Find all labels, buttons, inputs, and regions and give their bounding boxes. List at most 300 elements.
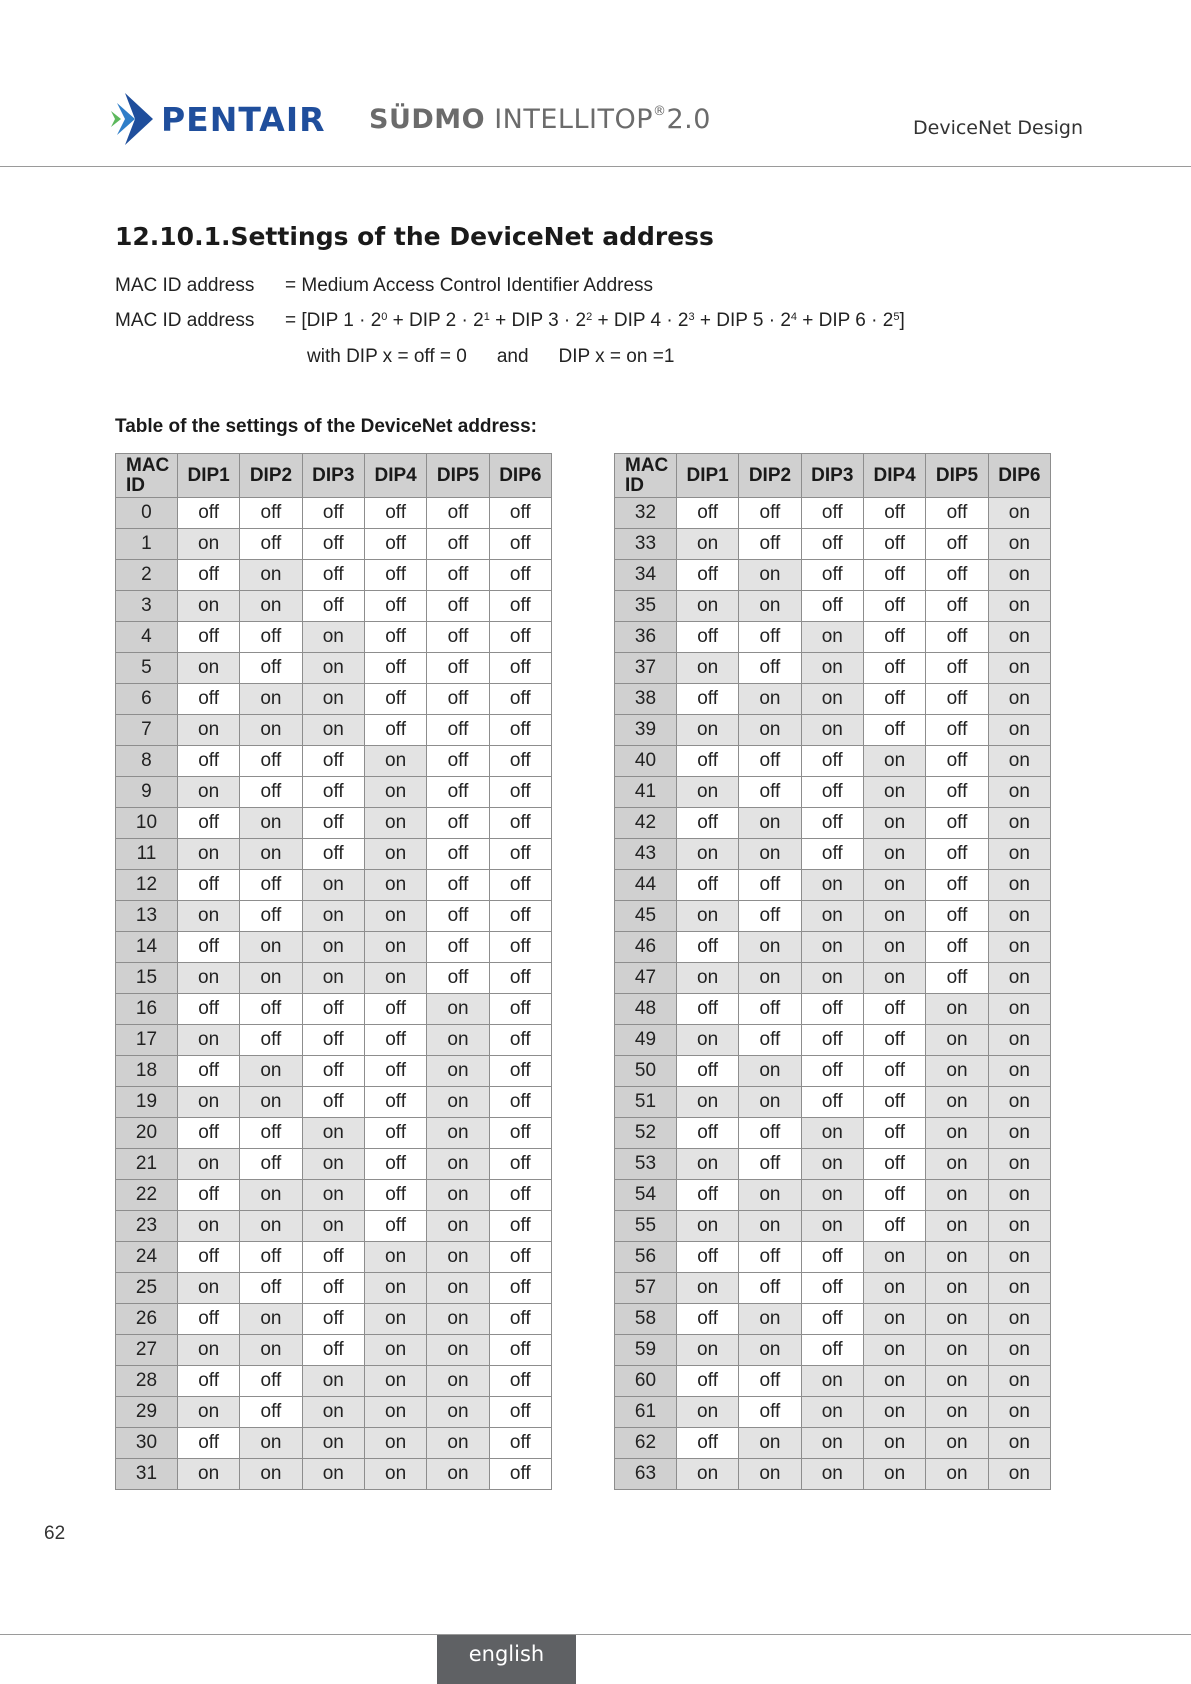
dip-state-cell: off — [427, 591, 489, 622]
table-row — [615, 777, 1051, 808]
dip-state-cell: on — [988, 715, 1050, 746]
dip-state-cell: on — [863, 1304, 925, 1335]
mac-id-cell: 20 — [116, 1118, 178, 1149]
dip-state-cell: off — [489, 1366, 551, 1397]
mac-id-cell: 17 — [116, 1025, 178, 1056]
dip-state-cell: on — [863, 1397, 925, 1428]
dip-state-cell: on — [988, 1025, 1050, 1056]
table-row — [116, 653, 552, 684]
dip-state-cell: off — [240, 994, 302, 1025]
table-row — [615, 870, 1051, 901]
dip-state-cell: off — [364, 622, 426, 653]
formula-exponent: 2 — [586, 311, 593, 323]
table-row — [116, 529, 552, 560]
dip-state-cell: off — [427, 529, 489, 560]
dip-state-cell: on — [676, 1459, 738, 1490]
definition-key: MAC ID address — [115, 275, 255, 296]
header-dip4: DIP4 — [364, 454, 426, 498]
dip-state-cell: off — [489, 529, 551, 560]
dip-state-cell: on — [988, 1428, 1050, 1459]
dip-state-cell: off — [177, 1242, 239, 1273]
table-row — [116, 622, 552, 653]
dip-state-cell: on — [177, 777, 239, 808]
header-mac-id: MAC ID — [116, 454, 178, 498]
dip-state-cell: on — [364, 870, 426, 901]
mac-id-cell: 44 — [615, 870, 677, 901]
dip-state-cell: off — [926, 746, 988, 777]
table-row — [116, 1273, 552, 1304]
dip-state-cell: on — [801, 684, 863, 715]
dip-state-cell: off — [801, 1304, 863, 1335]
mac-id-cell: 25 — [116, 1273, 178, 1304]
dip-state-cell: off — [926, 901, 988, 932]
dip-state-cell: on — [302, 1211, 364, 1242]
dip-condition — [307, 346, 704, 368]
dip-state-cell: on — [988, 1087, 1050, 1118]
product-version: 2.0 — [666, 104, 711, 135]
table-row — [116, 1056, 552, 1087]
mac-id-cell: 8 — [116, 746, 178, 777]
dip-state-cell: off — [364, 1056, 426, 1087]
mac-id-cell: 11 — [116, 839, 178, 870]
dip-state-cell: on — [302, 1366, 364, 1397]
dip-state-cell: off — [739, 1118, 801, 1149]
dip-state-cell: off — [801, 1056, 863, 1087]
header-dip3: DIP3 — [302, 454, 364, 498]
mac-id-cell: 55 — [615, 1211, 677, 1242]
dip-state-cell: off — [489, 1304, 551, 1335]
table-row — [116, 591, 552, 622]
dip-state-cell: on — [863, 1459, 925, 1490]
dip-state-cell: off — [240, 777, 302, 808]
dip-state-cell: off — [177, 1428, 239, 1459]
dip-state-cell: off — [240, 870, 302, 901]
dip-state-cell: on — [676, 715, 738, 746]
mac-id-cell: 54 — [615, 1180, 677, 1211]
table-row — [116, 1428, 552, 1459]
dip-state-cell: off — [676, 870, 738, 901]
table-row — [615, 1459, 1051, 1490]
dip-state-cell: on — [988, 1211, 1050, 1242]
dip-state-cell: on — [302, 932, 364, 963]
dip-state-cell: off — [489, 591, 551, 622]
dip-state-cell: on — [926, 1056, 988, 1087]
dip-state-cell: off — [427, 808, 489, 839]
mac-id-cell: 30 — [116, 1428, 178, 1459]
mac-id-cell: 31 — [116, 1459, 178, 1490]
mac-id-cell: 58 — [615, 1304, 677, 1335]
dip-state-cell: off — [364, 1149, 426, 1180]
dip-state-cell: on — [302, 1397, 364, 1428]
dip-state-cell: off — [739, 1397, 801, 1428]
dip-state-cell: on — [988, 1056, 1050, 1087]
dip-state-cell: off — [863, 1211, 925, 1242]
dip-state-cell: on — [364, 808, 426, 839]
dip-state-cell: on — [801, 1180, 863, 1211]
dip-state-cell: on — [364, 1304, 426, 1335]
dip-state-cell: on — [364, 1335, 426, 1366]
dip-state-cell: on — [988, 746, 1050, 777]
dip-state-cell: on — [240, 963, 302, 994]
dip-state-cell: off — [739, 777, 801, 808]
dip-state-cell: on — [302, 963, 364, 994]
dip-state-cell: on — [302, 901, 364, 932]
dip-table-left — [115, 453, 552, 1490]
mac-id-cell: 40 — [615, 746, 677, 777]
dip-state-cell: off — [489, 715, 551, 746]
dip-state-cell: off — [739, 1273, 801, 1304]
dip-state-cell: on — [988, 653, 1050, 684]
mac-id-cell: 9 — [116, 777, 178, 808]
table-row — [615, 746, 1051, 777]
dip-state-cell: on — [676, 1335, 738, 1366]
dip-state-cell: on — [427, 1180, 489, 1211]
dip-state-cell: off — [364, 715, 426, 746]
dip-state-cell: off — [676, 1118, 738, 1149]
dip-state-cell: on — [739, 560, 801, 591]
formula-term: + DIP 6 · 2 — [797, 310, 894, 331]
dip-state-cell: on — [988, 560, 1050, 591]
table-row — [615, 1304, 1051, 1335]
dip-state-cell: off — [926, 715, 988, 746]
dip-state-cell: on — [801, 715, 863, 746]
table-row — [615, 963, 1051, 994]
dip-state-cell: off — [489, 746, 551, 777]
dip-state-cell: off — [302, 529, 364, 560]
mac-id-cell: 36 — [615, 622, 677, 653]
table-row — [116, 1211, 552, 1242]
mac-id-cell: 62 — [615, 1428, 677, 1459]
dip-state-cell: off — [364, 529, 426, 560]
dip-state-cell: on — [177, 1149, 239, 1180]
dip-state-cell: on — [739, 1304, 801, 1335]
dip-state-cell: on — [427, 1273, 489, 1304]
dip-state-cell: off — [364, 498, 426, 529]
dip-state-cell: off — [489, 653, 551, 684]
dip-state-cell: on — [364, 1273, 426, 1304]
dip-state-cell: off — [177, 808, 239, 839]
formula-exponent: 3 — [688, 311, 695, 323]
dip-state-cell: on — [739, 1428, 801, 1459]
dip-state-cell: off — [926, 529, 988, 560]
dip-state-cell: off — [801, 560, 863, 591]
dip-state-cell: on — [801, 622, 863, 653]
dip-state-cell: on — [988, 963, 1050, 994]
dip-state-cell: off — [801, 839, 863, 870]
dip-state-cell: on — [801, 932, 863, 963]
dip-state-cell: on — [427, 1397, 489, 1428]
table-row — [615, 808, 1051, 839]
dip-state-cell: on — [302, 1118, 364, 1149]
formula-exponent: 5 — [893, 311, 900, 323]
dip-state-cell: on — [988, 622, 1050, 653]
table-row — [116, 808, 552, 839]
dip-state-cell: on — [739, 808, 801, 839]
dip-state-cell: on — [676, 1211, 738, 1242]
dip-state-cell: off — [926, 498, 988, 529]
mac-id-cell: 61 — [615, 1397, 677, 1428]
dip-state-cell: on — [801, 901, 863, 932]
dip-state-cell: on — [302, 622, 364, 653]
table-row — [116, 1180, 552, 1211]
formula-exponent: 1 — [483, 311, 490, 323]
formula-term: + DIP 3 · 2 — [489, 310, 587, 331]
dip-state-cell: off — [427, 870, 489, 901]
table-header-row — [116, 454, 552, 498]
mac-id-cell: 27 — [116, 1335, 178, 1366]
table-row — [615, 529, 1051, 560]
dip-state-cell: off — [427, 901, 489, 932]
table-row — [116, 1025, 552, 1056]
dip-state-cell: on — [863, 1242, 925, 1273]
dip-state-cell: on — [427, 1304, 489, 1335]
mac-id-cell: 63 — [615, 1459, 677, 1490]
dip-state-cell: on — [364, 1459, 426, 1490]
dip-state-cell: on — [926, 1273, 988, 1304]
table-row — [615, 1366, 1051, 1397]
dip-state-cell: off — [926, 870, 988, 901]
dip-state-cell: off — [489, 901, 551, 932]
dip-state-cell: on — [926, 1118, 988, 1149]
dip-state-cell: on — [302, 870, 364, 901]
dip-state-cell: off — [739, 1242, 801, 1273]
header-dip5: DIP5 — [926, 454, 988, 498]
dip-state-cell: on — [926, 1428, 988, 1459]
mac-id-cell: 22 — [116, 1180, 178, 1211]
dip-state-cell: on — [988, 777, 1050, 808]
table-row — [116, 901, 552, 932]
mac-id-cell: 51 — [615, 1087, 677, 1118]
dip-state-cell: on — [988, 1273, 1050, 1304]
pentair-arrow-icon — [111, 93, 153, 145]
dip-state-cell: on — [177, 1459, 239, 1490]
dip-state-cell: on — [240, 1304, 302, 1335]
table-row — [615, 1428, 1051, 1459]
dip-state-cell: on — [988, 1180, 1050, 1211]
dip-state-cell: off — [427, 684, 489, 715]
dip-state-cell: off — [676, 1180, 738, 1211]
dip-state-cell: on — [364, 963, 426, 994]
dip-state-cell: on — [427, 1118, 489, 1149]
dip-state-cell: on — [427, 1242, 489, 1273]
dip-state-cell: on — [302, 1180, 364, 1211]
dip-state-cell: on — [926, 1366, 988, 1397]
dip-state-cell: on — [427, 1056, 489, 1087]
table-row — [615, 1056, 1051, 1087]
table-row — [615, 839, 1051, 870]
dip-state-cell: on — [427, 1087, 489, 1118]
table-row — [615, 653, 1051, 684]
dip-state-cell: on — [926, 1397, 988, 1428]
dip-state-cell: off — [364, 653, 426, 684]
dip-state-cell: on — [926, 1025, 988, 1056]
table-row — [615, 1087, 1051, 1118]
dip-state-cell: off — [739, 1149, 801, 1180]
dip-state-cell: on — [364, 839, 426, 870]
dip-state-cell: off — [676, 1428, 738, 1459]
mac-id-cell: 26 — [116, 1304, 178, 1335]
dip-state-cell: off — [863, 715, 925, 746]
dip-state-cell: on — [801, 963, 863, 994]
dip-state-cell: off — [177, 932, 239, 963]
dip-state-cell: on — [739, 1335, 801, 1366]
dip-state-cell: on — [739, 591, 801, 622]
mac-id-cell: 10 — [116, 808, 178, 839]
dip-state-cell: off — [489, 622, 551, 653]
dip-state-cell: on — [177, 653, 239, 684]
mac-id-cell: 28 — [116, 1366, 178, 1397]
dip-state-cell: on — [926, 1335, 988, 1366]
table-row — [116, 746, 552, 777]
header-dip1: DIP1 — [177, 454, 239, 498]
table-row — [116, 498, 552, 529]
dip-state-cell: off — [302, 1242, 364, 1273]
dip-state-cell: on — [926, 1087, 988, 1118]
dip-state-cell: on — [240, 684, 302, 715]
dip-state-cell: off — [177, 870, 239, 901]
mac-id-cell: 3 — [116, 591, 178, 622]
dip-state-cell: on — [988, 1335, 1050, 1366]
dip-state-cell: on — [364, 901, 426, 932]
dip-state-cell: on — [427, 1149, 489, 1180]
dip-state-cell: on — [801, 870, 863, 901]
dip-state-cell: on — [240, 932, 302, 963]
dip-state-cell: off — [926, 684, 988, 715]
table-row — [116, 963, 552, 994]
dip-table-right — [614, 453, 1051, 1490]
mac-id-cell: 49 — [615, 1025, 677, 1056]
registered-mark: ® — [653, 104, 667, 119]
dip-state-cell: off — [863, 1149, 925, 1180]
mac-id-cell: 23 — [116, 1211, 178, 1242]
dip-state-cell: on — [801, 1397, 863, 1428]
dip-state-cell: off — [801, 1087, 863, 1118]
dip-state-cell: off — [489, 1056, 551, 1087]
dip-state-cell: on — [863, 1335, 925, 1366]
dip-state-cell: on — [177, 1087, 239, 1118]
dip-state-cell: off — [489, 1211, 551, 1242]
dip-state-cell: on — [364, 777, 426, 808]
dip-state-cell: on — [364, 1428, 426, 1459]
dip-state-cell: off — [302, 1025, 364, 1056]
table-row — [116, 1335, 552, 1366]
dip-state-cell: on — [739, 1211, 801, 1242]
mac-id-cell: 42 — [615, 808, 677, 839]
footer-divider — [0, 1634, 1191, 1635]
definition-key: MAC ID address — [115, 310, 255, 331]
dip-state-cell: on — [177, 1211, 239, 1242]
mac-id-cell: 13 — [116, 901, 178, 932]
dip-state-cell: off — [489, 1397, 551, 1428]
dip-state-cell: off — [801, 1025, 863, 1056]
dip-state-cell: off — [676, 498, 738, 529]
dip-state-cell: on — [676, 963, 738, 994]
dip-state-cell: on — [863, 746, 925, 777]
dip-state-cell: off — [240, 1397, 302, 1428]
dip-state-cell: on — [240, 1211, 302, 1242]
dip-state-cell: on — [364, 932, 426, 963]
header-dip4: DIP4 — [863, 454, 925, 498]
header-dip2: DIP2 — [240, 454, 302, 498]
dip-state-cell: off — [240, 653, 302, 684]
dip-state-cell: on — [926, 1242, 988, 1273]
formula-exponent: 0 — [381, 311, 388, 323]
dip-state-cell: off — [489, 1025, 551, 1056]
table-body — [615, 498, 1051, 1490]
dip-state-cell: off — [177, 1118, 239, 1149]
dip-state-cell: off — [364, 994, 426, 1025]
product-model: INTELLITOP — [494, 104, 653, 135]
mac-id-cell: 46 — [615, 932, 677, 963]
dip-state-cell: on — [988, 870, 1050, 901]
table-row — [116, 777, 552, 808]
dip-state-cell: on — [676, 529, 738, 560]
table-row — [615, 1025, 1051, 1056]
dip-state-cell: on — [863, 1428, 925, 1459]
condition-and: and — [496, 346, 529, 367]
dip-state-cell: off — [177, 1366, 239, 1397]
dip-state-cell: off — [364, 591, 426, 622]
dip-state-cell: on — [863, 808, 925, 839]
mac-id-cell: 16 — [116, 994, 178, 1025]
dip-state-cell: off — [364, 1180, 426, 1211]
table-row — [615, 591, 1051, 622]
dip-state-cell: off — [302, 1056, 364, 1087]
dip-state-cell: off — [863, 1180, 925, 1211]
dip-state-cell: off — [801, 498, 863, 529]
dip-state-cell: on — [988, 1149, 1050, 1180]
dip-state-cell: off — [302, 808, 364, 839]
dip-state-cell: on — [739, 1056, 801, 1087]
mac-id-cell: 24 — [116, 1242, 178, 1273]
dip-state-cell: off — [739, 1366, 801, 1397]
dip-state-cell: on — [240, 839, 302, 870]
table-row — [116, 1366, 552, 1397]
definition-row-2 — [115, 310, 905, 332]
mac-id-cell: 5 — [116, 653, 178, 684]
dip-state-cell: on — [988, 932, 1050, 963]
mac-id-cell: 29 — [116, 1397, 178, 1428]
dip-state-cell: off — [240, 1149, 302, 1180]
mac-id-cell: 48 — [615, 994, 677, 1025]
dip-state-cell: on — [177, 963, 239, 994]
dip-state-cell: off — [801, 777, 863, 808]
dip-state-cell: off — [926, 839, 988, 870]
table-row — [116, 684, 552, 715]
dip-state-cell: on — [240, 1428, 302, 1459]
mac-id-cell: 39 — [615, 715, 677, 746]
product-brand: SÜDMO — [369, 104, 486, 135]
dip-state-cell: off — [177, 1304, 239, 1335]
dip-state-cell: on — [863, 1366, 925, 1397]
dip-state-cell: off — [739, 870, 801, 901]
table-row — [615, 1149, 1051, 1180]
table-row — [116, 839, 552, 870]
dip-state-cell: on — [988, 1242, 1050, 1273]
dip-state-cell: on — [988, 901, 1050, 932]
page-title: 12.10.1.Settings of the DeviceNet address — [115, 222, 714, 251]
dip-state-cell: on — [801, 1149, 863, 1180]
page-number: 62 — [44, 1523, 66, 1544]
dip-state-cell: off — [801, 591, 863, 622]
dip-state-cell: on — [177, 1025, 239, 1056]
dip-state-cell: on — [302, 684, 364, 715]
table-row — [615, 498, 1051, 529]
table-row — [116, 1242, 552, 1273]
dip-state-cell: on — [427, 1211, 489, 1242]
table-row — [116, 1459, 552, 1490]
dip-state-cell: off — [427, 932, 489, 963]
